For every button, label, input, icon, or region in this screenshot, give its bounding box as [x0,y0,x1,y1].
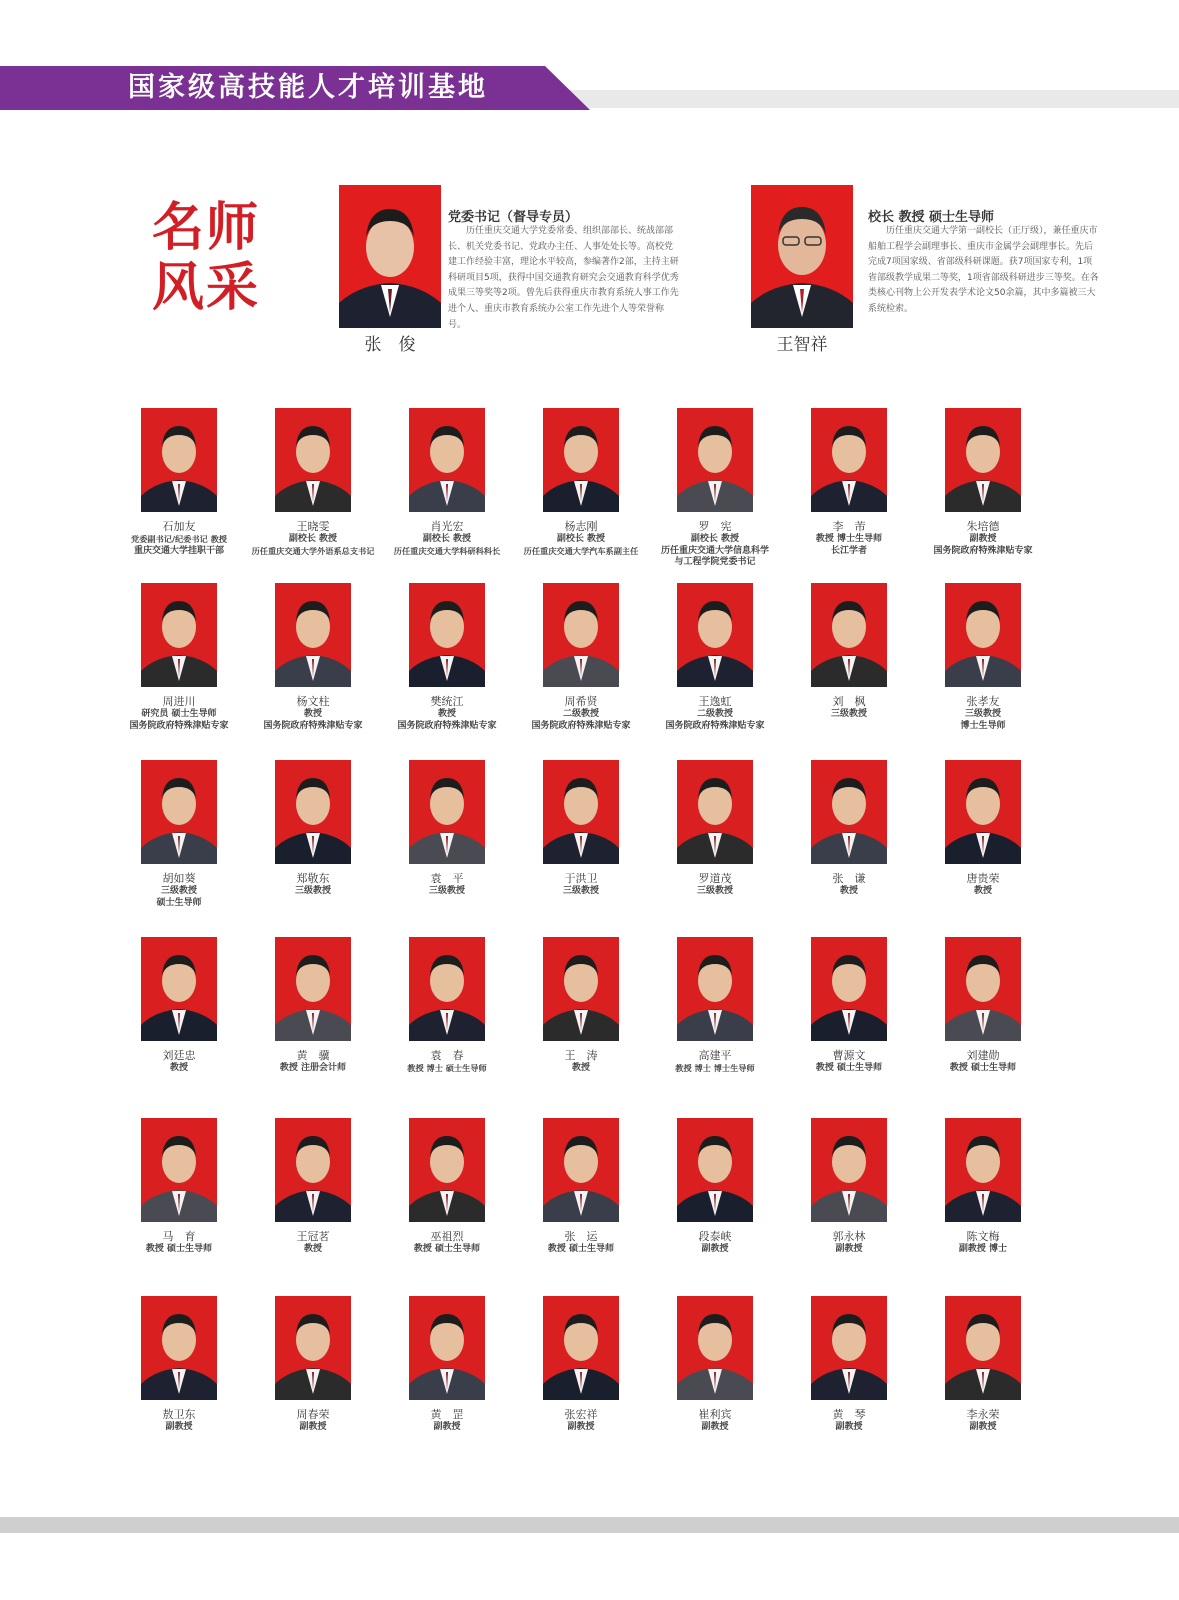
faculty-title-line: 历任重庆交通大学汽车系副主任 [523,545,639,556]
faculty-card [782,760,916,898]
leader-photo [751,185,853,328]
faculty-name: 巫祖烈 [430,1230,464,1243]
faculty-name: 胡如葵 [162,872,196,885]
faculty-name: 张宏祥 [564,1408,598,1421]
faculty-name: 马 育 [162,1230,196,1243]
person-portrait-icon [677,760,753,864]
person-portrait-icon [945,760,1021,864]
faculty-card [246,937,380,1075]
faculty-card [916,583,1050,732]
faculty-photo [141,937,217,1041]
faculty-card [246,408,380,557]
faculty-title-line: 国务院政府特殊津贴专家 [933,545,1033,556]
person-portrait-icon [275,408,351,512]
faculty-photo [141,408,217,512]
faculty-card [782,1118,916,1256]
faculty-title-line: 博士生导师 [960,720,1006,731]
person-portrait-icon [945,1118,1021,1222]
faculty-title-line: 国务院政府特殊津贴专家 [129,720,229,731]
person-portrait-icon [677,937,753,1041]
leader-title: 校长 教授 硕士生导师 [868,210,995,225]
faculty-title-line: 历任重庆交通大学外语系总支书记 [251,545,375,556]
faculty-card [112,583,246,732]
faculty-title-line: 教授 [973,886,992,896]
faculty-photo [409,937,485,1041]
faculty-title-line: 副校长 教授 [288,534,338,544]
faculty-title-line: 三级教授 [428,886,465,896]
faculty-title-line: 硕士生导师 [156,897,202,908]
faculty-name: 肖光宏 [430,520,464,533]
faculty-photo [677,1118,753,1222]
faculty-photo [945,937,1021,1041]
faculty-photo [275,760,351,864]
faculty-photo [677,1296,753,1400]
faculty-card [648,760,782,898]
faculty-photo [543,760,619,864]
person-portrait-icon [543,1296,619,1400]
faculty-title-line: 教授 硕士生导师 [949,1063,1017,1073]
faculty-name: 郭永林 [832,1230,866,1243]
faculty-photo [543,408,619,512]
person-portrait-icon [409,937,485,1041]
faculty-name: 于洪卫 [564,872,598,885]
faculty-card [648,408,782,569]
faculty-name: 李永荣 [966,1408,1000,1421]
faculty-name: 罗道茂 [698,872,732,885]
person-portrait-icon [339,185,441,328]
person-portrait-icon [409,1296,485,1400]
faculty-name: 刘建勋 [966,1049,1000,1062]
faculty-card [648,937,782,1075]
faculty-name: 周希贤 [564,695,598,708]
faculty-name: 敖卫东 [162,1408,196,1421]
faculty-title-line: 教授 [437,709,456,719]
faculty-title-line: 副教授 [433,1422,461,1432]
faculty-name: 袁 春 [430,1049,464,1062]
faculty-name: 王逸虹 [698,695,732,708]
faculty-name: 郑敬东 [296,872,330,885]
faculty-name: 朱培德 [966,520,1000,533]
faculty-card [380,760,514,898]
faculty-card [514,1118,648,1256]
faculty-card [380,1296,514,1434]
person-portrait-icon [811,1296,887,1400]
faculty-photo [275,937,351,1041]
faculty-photo [811,760,887,864]
faculty-title-line: 国务院政府特殊津贴专家 [665,720,765,731]
faculty-photo [543,1296,619,1400]
faculty-photo [409,1118,485,1222]
faculty-title-line: 教授 硕士生导师 [413,1244,481,1254]
person-portrait-icon [409,1118,485,1222]
faculty-name: 杨志刚 [564,520,598,533]
faculty-title-line: 教授 注册会计师 [279,1063,347,1073]
faculty-name: 王 涛 [564,1049,598,1062]
faculty-photo [409,408,485,512]
section-title-line2: 风采 [152,257,261,318]
faculty-photo [409,1296,485,1400]
faculty-name: 张 谦 [832,872,866,885]
faculty-title-line: 副教授 [701,1244,729,1254]
faculty-card [648,583,782,732]
person-portrait-icon [945,583,1021,687]
faculty-card [514,408,648,557]
faculty-photo [677,408,753,512]
faculty-name: 刘廷忠 [162,1049,196,1062]
section-title [152,198,282,318]
leader-name: 张 俊 [364,335,416,355]
faculty-photo [141,583,217,687]
faculty-name: 罗 宪 [698,520,732,533]
section-title-line1: 名师 [152,197,261,258]
person-portrait-icon [543,583,619,687]
faculty-title-line: 国务院政府特殊津贴专家 [397,720,497,731]
person-portrait-icon [141,1118,217,1222]
faculty-title-line: 历任重庆交通大学科研科科长 [393,545,501,556]
faculty-photo [677,583,753,687]
person-portrait-icon [945,937,1021,1041]
footer-bar [0,1517,1179,1533]
person-portrait-icon [409,760,485,864]
faculty-title-line: 长江学者 [830,545,867,556]
person-portrait-icon [811,937,887,1041]
faculty-title-line: 教授 [169,1063,188,1073]
faculty-name: 张 运 [564,1230,598,1243]
faculty-name: 曹源文 [832,1049,866,1062]
faculty-photo [677,760,753,864]
faculty-card [380,408,514,557]
faculty-card [648,1118,782,1256]
faculty-title-line: 副教授 [835,1244,863,1254]
faculty-title-line: 国务院政府特殊津贴专家 [263,720,363,731]
faculty-photo [945,1296,1021,1400]
leader-bio: 历任重庆交通大学第一副校长（正厅级），兼任重庆市船舶工程学会副理事长、重庆市金属学会副理事长。先后完成7项国家级、省部级科研课题。获7项国家专利，1项省部级教学成果二等奖，1项省部级科研进步三等奖。在各类核心刊物上公开发表学术论文50余篇，其中多篇被三大系统检索。 [868,226,1099,314]
faculty-title-line: 国务院政府特殊津贴专家 [531,720,631,731]
faculty-title-line: 三级教授 [294,886,331,896]
person-portrait-icon [275,583,351,687]
faculty-photo [543,1118,619,1222]
faculty-title-line: 教授 [839,886,858,896]
person-portrait-icon [275,1118,351,1222]
person-portrait-icon [811,583,887,687]
faculty-title-line: 教授 [571,1063,590,1073]
faculty-name: 黄 骥 [296,1049,330,1062]
faculty-title-line: 二级教授 [562,709,599,719]
faculty-name: 杨文柱 [296,695,330,708]
faculty-card [112,1118,246,1256]
faculty-title-line: 教授 博士生导师 [815,534,883,544]
faculty-card [514,1296,648,1434]
faculty-card [782,583,916,721]
faculty-name: 李 芾 [832,520,866,533]
person-portrait-icon [275,1296,351,1400]
faculty-photo [409,583,485,687]
faculty-title-line: 副教授 [835,1422,863,1432]
faculty-card [514,937,648,1075]
faculty-photo [275,408,351,512]
person-portrait-icon [811,1118,887,1222]
faculty-photo [275,583,351,687]
faculty-title-line: 三级教授 [160,886,197,896]
faculty-photo [141,1296,217,1400]
faculty-card [916,1296,1050,1434]
faculty-card [380,1118,514,1256]
faculty-name: 石加友 [162,520,196,533]
faculty-title-line: 教授 硕士生导师 [145,1244,213,1254]
person-portrait-icon [275,760,351,864]
leader-title: 党委书记（督导专员） [448,210,579,225]
faculty-title-line: 教授 硕士生导师 [815,1063,883,1073]
faculty-title-line: 副校长 教授 [690,534,740,544]
faculty-photo [811,1296,887,1400]
faculty-title-line: 教授 博士 博士生导师 [675,1063,755,1073]
faculty-title-line: 重庆交通大学挂职干部 [133,545,224,556]
faculty-title-line: 副校长 教授 [422,534,472,544]
faculty-card [112,1296,246,1434]
faculty-title-line: 副教授 [165,1422,193,1432]
faculty-title-line: 副教授 [969,1422,997,1432]
faculty-name: 王冠茗 [296,1230,330,1243]
person-portrait-icon [141,408,217,512]
faculty-photo [409,760,485,864]
faculty-name: 袁 平 [430,872,464,885]
faculty-card [112,408,246,557]
faculty-title-line: 二级教授 [696,709,733,719]
faculty-title-line: 三级教授 [696,886,733,896]
faculty-name: 黄 琴 [832,1408,866,1421]
person-portrait-icon [141,760,217,864]
person-portrait-icon [543,1118,619,1222]
person-portrait-icon [811,760,887,864]
faculty-card [782,937,916,1075]
faculty-card [916,1118,1050,1256]
faculty-card [380,583,514,732]
faculty-name: 王晓雯 [296,520,330,533]
person-portrait-icon [677,1118,753,1222]
person-portrait-icon [141,937,217,1041]
faculty-title-line: 历任重庆交通大学信息科学 [660,545,769,556]
faculty-name: 刘 枫 [832,695,866,708]
faculty-photo [141,760,217,864]
faculty-photo [945,408,1021,512]
faculty-title-line: 副教授 [969,534,997,544]
faculty-title-line: 副教授 [567,1422,595,1432]
faculty-card [916,760,1050,898]
faculty-title-line: 教授 硕士生导师 [547,1244,615,1254]
person-portrait-icon [945,408,1021,512]
person-portrait-icon [945,1296,1021,1400]
faculty-card [112,760,246,909]
person-portrait-icon [543,760,619,864]
person-portrait-icon [141,1296,217,1400]
faculty-photo [543,583,619,687]
person-portrait-icon [751,185,853,328]
faculty-name: 周进川 [162,695,196,708]
faculty-name: 周春荣 [296,1408,330,1421]
faculty-title-line: 与工程学院党委书记 [674,557,756,567]
person-portrait-icon [677,1296,753,1400]
person-portrait-icon [677,583,753,687]
faculty-card [648,1296,782,1434]
faculty-photo [811,583,887,687]
faculty-title-line: 副教授 [701,1422,729,1432]
faculty-name: 陈文梅 [966,1230,1000,1243]
faculty-title-line: 副教授 [299,1422,327,1432]
faculty-photo [543,937,619,1041]
faculty-photo [945,583,1021,687]
faculty-title-line: 三级教授 [562,886,599,896]
faculty-photo [677,937,753,1041]
faculty-title-line: 副教授 博士 [958,1244,1008,1254]
faculty-title-line: 研究员 硕士生导师 [141,709,217,719]
leader-photo [339,185,441,328]
faculty-card [246,1296,380,1434]
faculty-card [246,1118,380,1256]
faculty-card [246,583,380,732]
person-portrait-icon [409,583,485,687]
faculty-card [916,408,1050,557]
faculty-title-line: 党委副书记/纪委书记 教授 [131,534,227,544]
faculty-title-line: 教授 [303,709,322,719]
faculty-name: 高建平 [698,1049,732,1062]
faculty-card [246,760,380,898]
faculty-card [782,1296,916,1434]
faculty-photo [945,760,1021,864]
faculty-title-line: 三级教授 [830,709,867,719]
person-portrait-icon [409,408,485,512]
faculty-name: 崔利宾 [698,1408,732,1421]
faculty-title-line: 教授 [303,1244,322,1254]
faculty-card [514,760,648,898]
faculty-photo [275,1118,351,1222]
person-portrait-icon [677,408,753,512]
faculty-card [514,583,648,732]
faculty-title-line: 三级教授 [964,709,1001,719]
page-title: 国家级高技能人才培训基地 [128,72,488,103]
leader-name: 王智祥 [776,335,828,355]
faculty-card [916,937,1050,1075]
faculty-photo [811,1118,887,1222]
faculty-title-line: 副校长 教授 [556,534,606,544]
faculty-card [112,937,246,1075]
faculty-name: 黄 罡 [430,1408,464,1421]
faculty-photo [275,1296,351,1400]
faculty-name: 段泰峡 [698,1230,732,1243]
leader-bio: 历任重庆交通大学党委常委、组织部部长、统战部部长、机关党委书记、党政办主任、人事处处长等。高校党建工作经验丰富，理论水平较高，参编著作2部，主持主研科研项目5项，获得中国交通教育研究会交通教育科学优秀成果三等奖等2项。曾先后获得重庆市教育系统人事工作先进个人、重庆市教育系统办公室工作先进个人等荣誉称号。 [448,226,679,330]
faculty-name: 唐贵荣 [966,872,1000,885]
faculty-card [380,937,514,1075]
person-portrait-icon [543,937,619,1041]
person-portrait-icon [543,408,619,512]
person-portrait-icon [275,937,351,1041]
faculty-photo [811,408,887,512]
faculty-photo [811,937,887,1041]
faculty-title-line: 教授 博士 硕士生导师 [407,1063,487,1073]
faculty-name: 张孝友 [966,695,1000,708]
person-portrait-icon [141,583,217,687]
faculty-name: 樊统江 [430,695,464,708]
person-portrait-icon [811,408,887,512]
faculty-card [782,408,916,557]
faculty-photo [945,1118,1021,1222]
faculty-photo [141,1118,217,1222]
